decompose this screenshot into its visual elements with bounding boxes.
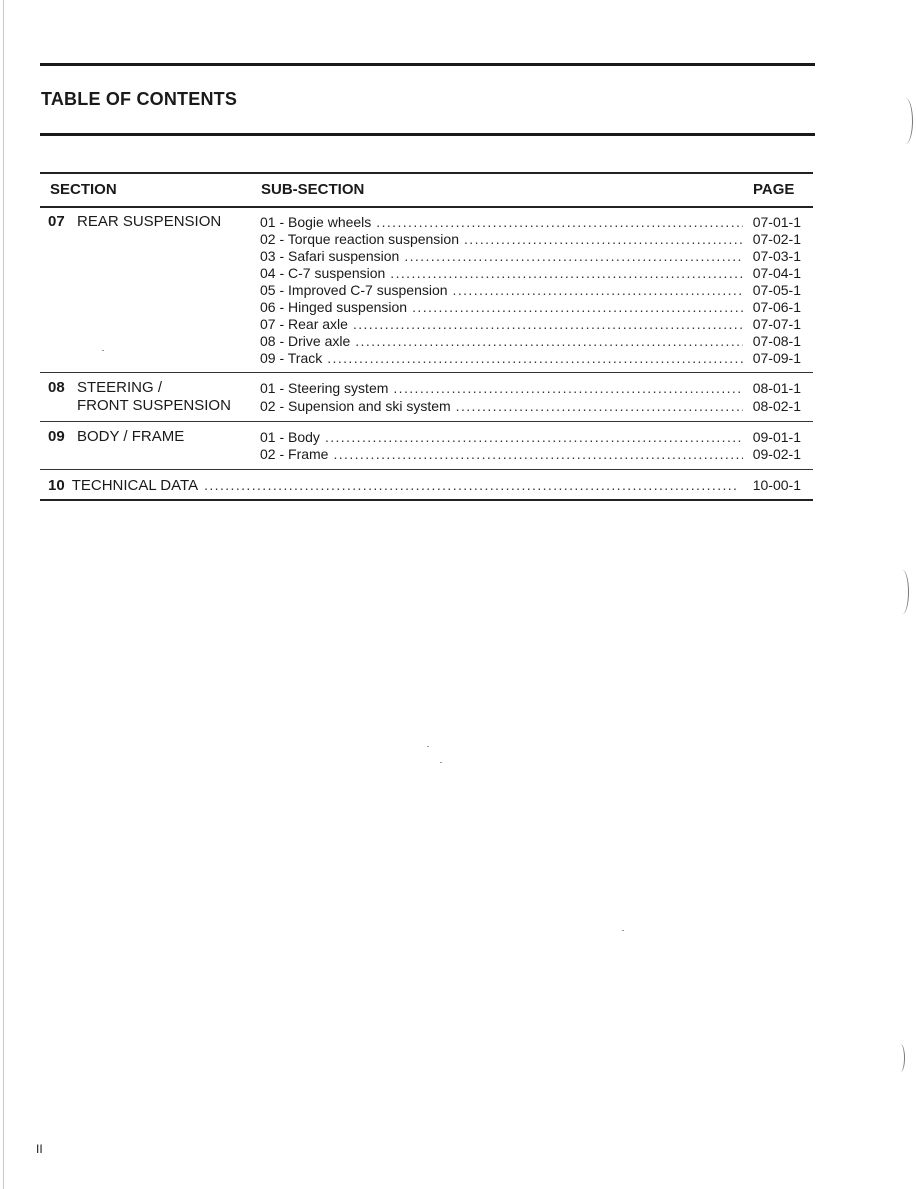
column-header-page: PAGE [753, 181, 795, 198]
dot-leader [390, 265, 743, 281]
table-bottom-rule [40, 499, 813, 501]
section-divider [40, 372, 813, 373]
toc-entry-label: 02 - Supension and ski system [260, 398, 451, 414]
toc-entry-label: 01 - Bogie wheels [260, 214, 372, 230]
toc-entry-page: 07-07-1 [752, 316, 801, 332]
dot-leader [453, 282, 743, 298]
toc-entry-page: 08-01-1 [752, 380, 801, 396]
toc-entry-label: 09 - Track [260, 350, 323, 366]
title-top-rule [40, 63, 815, 66]
section-name-10: TECHNICAL DATA [71, 477, 199, 494]
scan-speck [622, 930, 624, 931]
table-top-rule [40, 172, 813, 174]
scan-edge [3, 0, 4, 1189]
toc-entry-label: 05 - Improved C-7 suspension [260, 282, 448, 298]
binder-hole-bottom [896, 1044, 905, 1072]
dot-leader [376, 214, 743, 230]
toc-entry[interactable] [260, 333, 801, 350]
page-number: II [36, 1142, 43, 1156]
toc-entry-label: 02 - Frame [260, 446, 329, 462]
toc-entry-label: 01 - Body [260, 429, 320, 445]
dot-leader [355, 333, 743, 349]
toc-entry-page: 07-03-1 [752, 248, 801, 264]
section-divider [40, 421, 813, 422]
toc-entry-label: 07 - Rear axle [260, 316, 348, 332]
toc-entry-label: 06 - Hinged suspension [260, 299, 408, 315]
toc-entry-page: 07-02-1 [752, 231, 801, 247]
toc-entry-page: 07-06-1 [752, 299, 801, 315]
scan-speck [427, 746, 429, 747]
scan-speck [102, 350, 104, 351]
toc-entry-label: 08 - Drive axle [260, 333, 351, 349]
toc-entry[interactable] [260, 398, 801, 415]
toc-entry[interactable] [260, 429, 801, 446]
toc-entry-label: 03 - Safari suspension [260, 248, 400, 264]
toc-entry-label: 01 - Steering system [260, 380, 389, 396]
toc-entry[interactable] [260, 214, 801, 231]
dot-leader [456, 398, 743, 414]
toc-entry[interactable] [260, 282, 801, 299]
dot-leader [325, 429, 743, 445]
toc-entry-page: 09-02-1 [752, 446, 801, 462]
section-name-07: REAR SUSPENSION [77, 213, 222, 230]
column-header-sub-section: SUB-SECTION [261, 181, 365, 198]
dot-leader [353, 316, 743, 332]
toc-entry-page: 09-01-1 [752, 429, 801, 445]
binder-hole-middle [896, 570, 909, 614]
toc-entry[interactable] [260, 446, 801, 463]
toc-entry[interactable] [260, 316, 801, 333]
section-name-08-line1: STEERING / [77, 379, 163, 396]
dot-leader [333, 446, 743, 462]
section-name-08-line2: FRONT SUSPENSION [77, 397, 231, 414]
section-divider [40, 469, 813, 470]
section-number-09: 09 [48, 428, 65, 445]
toc-entry-label: 02 - Torque reaction suspension [260, 231, 459, 247]
toc-entry[interactable] [260, 380, 801, 397]
title-bottom-rule [40, 133, 815, 136]
toc-entry-technical-data[interactable] [48, 477, 801, 495]
binder-hole-top [898, 98, 913, 144]
toc-entry-page: 07-09-1 [752, 350, 801, 366]
section-number-08: 08 [48, 379, 65, 396]
dot-leader [393, 380, 743, 396]
dot-leader [204, 477, 739, 493]
toc-entry-page: 08-02-1 [752, 398, 801, 414]
toc-entry[interactable] [260, 231, 801, 248]
toc-entry[interactable] [260, 350, 801, 367]
section-name-09: BODY / FRAME [77, 428, 185, 445]
dot-leader [327, 350, 743, 366]
dot-leader [404, 248, 743, 264]
toc-entry[interactable] [260, 248, 801, 265]
toc-entry[interactable] [260, 299, 801, 316]
dot-leader [412, 299, 743, 315]
scan-speck [440, 762, 442, 763]
column-header-section: SECTION [50, 181, 117, 198]
toc-entry-page: 07-08-1 [752, 333, 801, 349]
section-number-07: 07 [48, 213, 65, 230]
toc-entry[interactable] [260, 265, 801, 282]
dot-leader [464, 231, 743, 247]
toc-entry-page: 07-04-1 [752, 265, 801, 281]
document-title: TABLE OF CONTENTS [41, 89, 238, 109]
section-number-10: 10 [48, 477, 65, 494]
toc-entry-page: 07-01-1 [752, 214, 801, 230]
toc-entry-label: 04 - C-7 suspension [260, 265, 386, 281]
toc-entry-page: 10-00-1 [752, 477, 801, 493]
toc-entry-page: 07-05-1 [752, 282, 801, 298]
header-rule [40, 206, 813, 208]
